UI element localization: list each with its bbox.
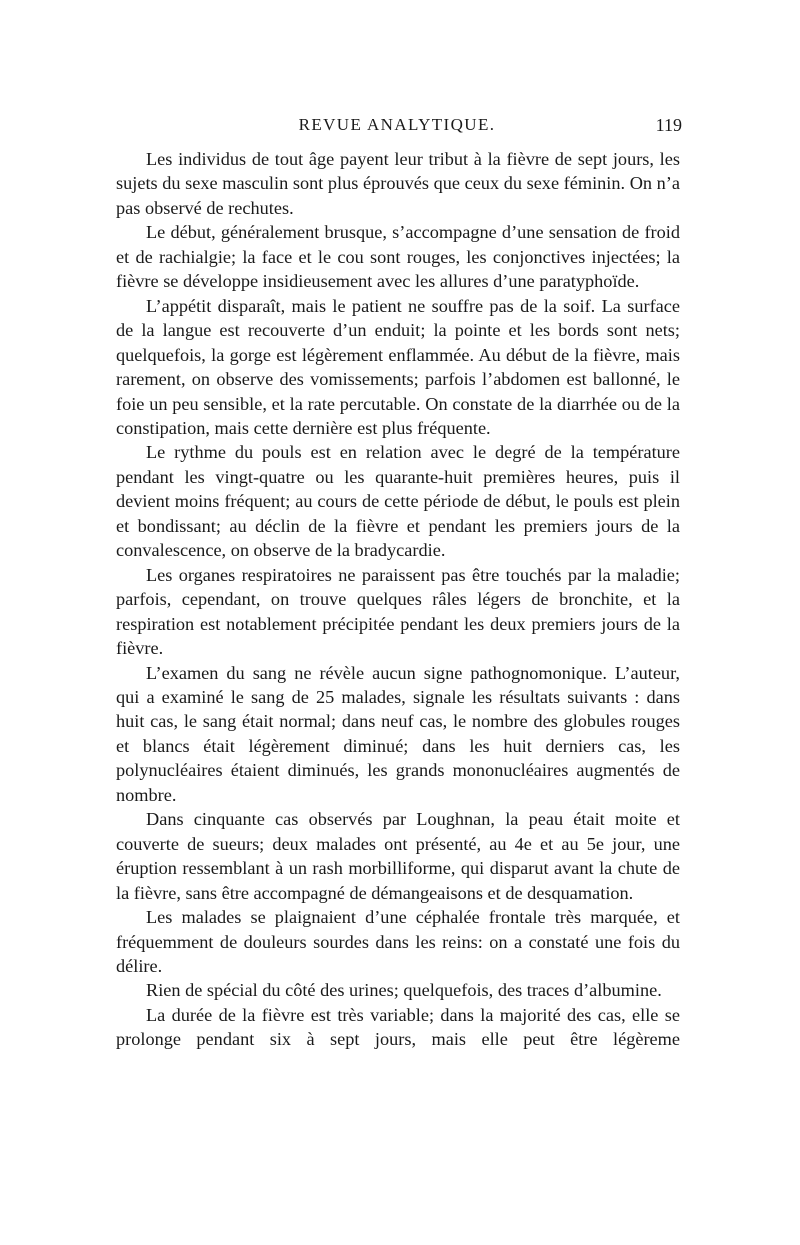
paragraph-pulse: Le rythme du pouls est en relation avec le degré de la température pendant les vingt-quatre ou les quarante-huit premières heures, puis il devient moins fréquent; au cours de cette période de début, le pouls est plein et bondissant; au déclin de la fièvre et pendant les premiers jours de la convalescence, on observe de la bradycardie. [116,442,680,561]
paragraph-age-sex: Les individus de tout âge payent leur tribut à la fièvre de sept jours, les sujets du sexe masculin sont plus éprouvés que ceux du sexe féminin. On n’a pas observé de rechutes. [116,149,680,218]
paragraph-headache: Les malades se plaignaient d’une céphalée frontale très marquée, et fréquemment de douleurs sourdes dans les reins: on a constaté une fois du délire. [116,907,680,976]
paragraph-duration: La durée de la fièvre est très variable; dans la majorité des cas, elle se prolonge pendant six à sept jours, mais elle peut être légèreme [116,1004,680,1050]
page-number: 119 [655,115,682,135]
article-body [116,147,680,1052]
paragraph-respiratory: Les organes respiratoires ne paraissent pas être touchés par la maladie; parfois, cependant, on trouve quelques râles légers de bronchite, et la respiration est notablement précipitée pendant les deux premiers jours de la fièvre. [116,564,680,659]
paragraph-urine: Rien de spécial du côté des urines; quelquefois, des traces d’albumine. [146,980,662,1001]
paragraph-blood-exam: L’examen du sang ne révèle aucun signe pathognomonique. L’auteur, qui a examiné le sang de 25 malades, signale les résultats suivants : dans huit cas, le sang était normal; dans neuf cas, le nombre des globules rouges et blancs était légèrement diminué; dans les huit derniers cas, les polynucléaires étaient diminués, les grands mononucléaires augmentés de nombre. [116,662,680,805]
running-title: REVUE ANALYTIQUE. [298,115,496,134]
running-header [112,112,682,140]
paragraph-onset: Le début, généralement brusque, s’accompagne d’une sensation de froid et de rachialgie; la face et le cou sont rouges, les conjonctives injectées; la fièvre se développe insidieusement avec les allures d’une paratyphoïde. [116,222,680,292]
paragraph-skin: Dans cinquante cas observés par Loughnan, la peau était moite et couverte de sueurs; deux malades ont présenté, au 4e et au 5e jour, une éruption ressemblant à un rash morbilliforme, qui disparut avant la chute de la fièvre, sans être accompagné de démangeaisons et de desquamation. [116,809,680,903]
paragraph-appetite: L’appétit disparaît, mais le patient ne souffre pas de la soif. La surface de la langue est recouverte d’un enduit; la pointe et les bords sont nets; quelquefois, la gorge est légèrement enflammée. Au début de la fièvre, mais rarement, on observe des vomissements; parfois l’abdomen est ballonné, le foie un peu sensible, et la rate percutable. On constate de la diarrhée ou de la constipation, mais cette dernière est plus fréquente. [116,295,680,438]
